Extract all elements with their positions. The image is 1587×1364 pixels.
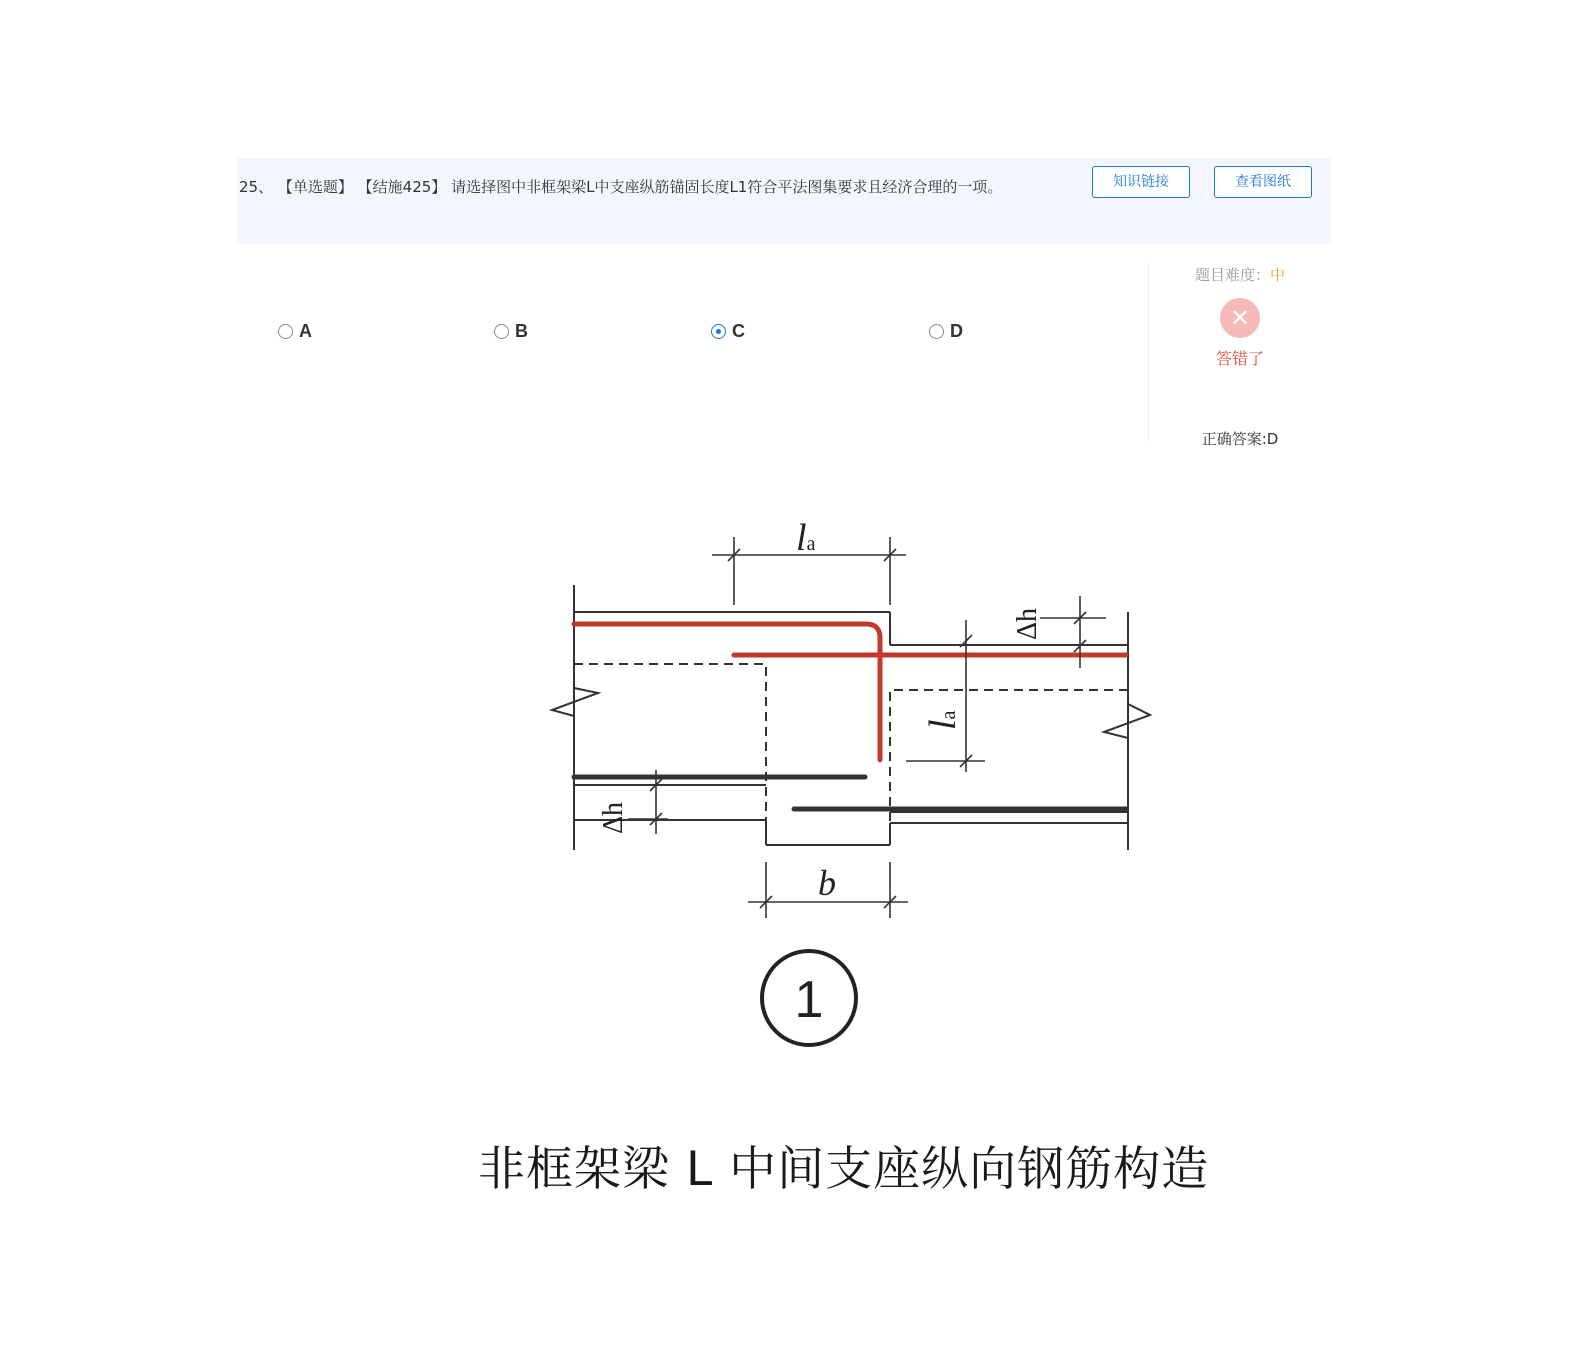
dim-la-side-main: l (922, 719, 964, 730)
option-c-label: C (732, 320, 745, 341)
dim-dh-bottom: Δh (598, 801, 629, 834)
dim-dh-top: Δh (1012, 607, 1043, 640)
dim-la-top (796, 517, 816, 559)
difficulty-level: 中 (1270, 266, 1286, 284)
question-body: 请选择图中非框架梁L中支座纵筋锚固长度L1符合平法图集要求且经济合理的一项。 (451, 178, 1003, 196)
dim-la-top-sub: a (806, 533, 816, 555)
correct-answer: 正确答案:D (1201, 430, 1279, 448)
detail-number: 1 (794, 971, 824, 1029)
question-code-tag: 【结施425】 (357, 178, 447, 196)
dim-la-side-sub: a (938, 710, 960, 720)
question-number: 25、 (239, 178, 274, 196)
dim-la-side (922, 710, 964, 730)
option-d-label: D (950, 320, 963, 341)
option-a-label: A (299, 320, 312, 341)
close-icon: ✕ (1220, 298, 1260, 338)
difficulty-label: 题目难度： (1194, 266, 1270, 284)
dim-b: b (818, 863, 836, 903)
drawing-caption: 非框架梁 L 中间支座纵向钢筋构造 (478, 1142, 1210, 1197)
knowledge-link-button[interactable]: 知识链接 (1092, 166, 1190, 198)
question-type-tag: 【单选题】 (277, 178, 353, 196)
view-drawing-button[interactable]: 查看图纸 (1214, 166, 1312, 198)
result-text: 答错了 (1215, 349, 1264, 368)
option-b-label: B (515, 320, 528, 341)
dim-la-top-main: l (796, 517, 807, 559)
